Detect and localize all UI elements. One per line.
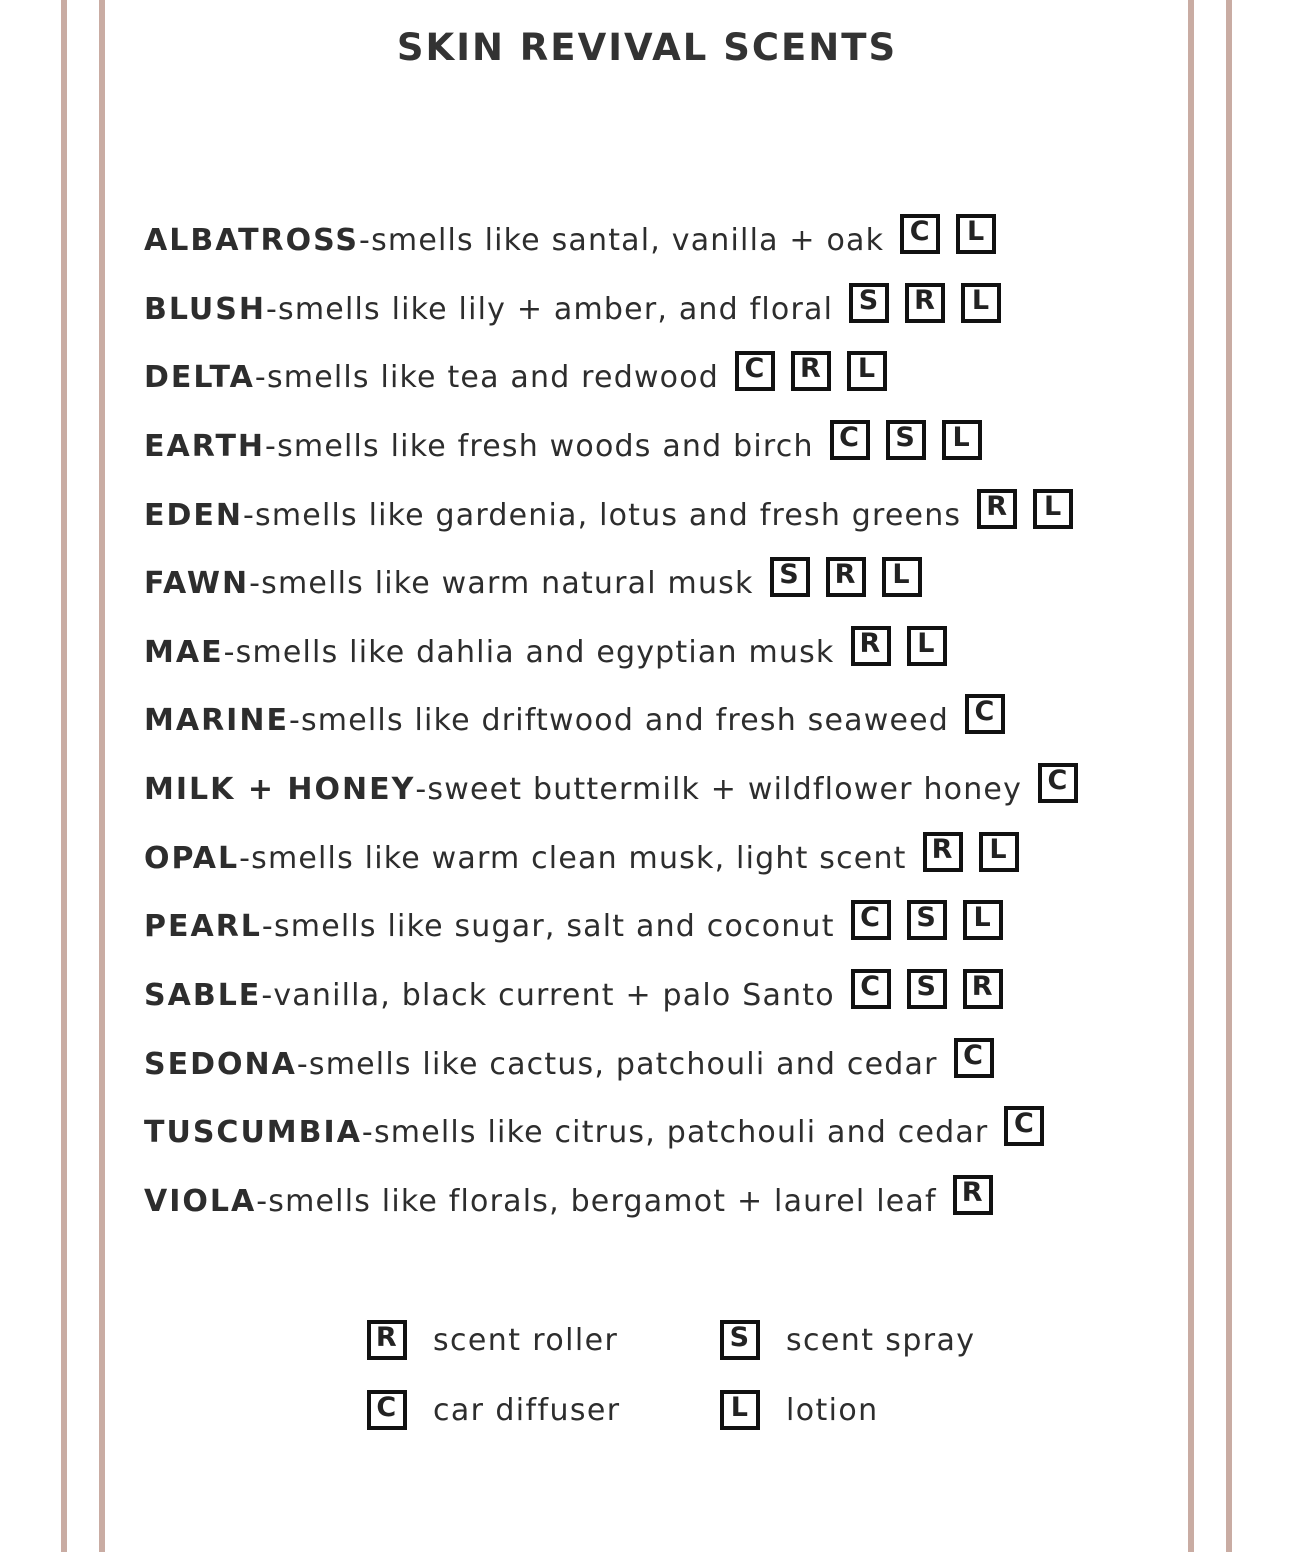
type-badges xyxy=(953,1175,993,1215)
type-badge-r: R xyxy=(905,283,945,323)
left-outer-rule xyxy=(61,0,67,1552)
type-badge-l: L xyxy=(847,351,887,391)
type-badge-s: S xyxy=(907,900,947,940)
legend-diffuser xyxy=(367,1390,620,1430)
type-badge-c: C xyxy=(851,900,891,940)
scent-item xyxy=(144,626,1184,678)
scent-item xyxy=(144,283,1184,335)
type-badge-l: L xyxy=(963,900,1003,940)
type-badge-l: L xyxy=(979,832,1019,872)
scent-description: sweet buttermilk + wildflower honey xyxy=(427,771,1023,807)
separator: - xyxy=(254,359,267,395)
type-badge-c: C xyxy=(965,694,1005,734)
type-badge-r: R xyxy=(851,626,891,666)
type-badges xyxy=(770,557,922,597)
type-badge-r: R xyxy=(953,1175,993,1215)
page-title: SKIN REVIVAL SCENTS xyxy=(396,26,898,69)
type-badges xyxy=(923,832,1019,872)
legend-label: car diffuser xyxy=(433,1392,621,1428)
scent-description: smells like dahlia and egyptian musk xyxy=(235,634,835,670)
type-badges xyxy=(849,283,1001,323)
scent-item xyxy=(144,969,1184,1021)
separator: - xyxy=(261,908,274,944)
scent-name: DELTA xyxy=(144,359,255,395)
type-badge-l: L xyxy=(882,557,922,597)
scent-item xyxy=(144,1175,1184,1227)
scent-item xyxy=(144,1106,1184,1158)
legend-label: scent spray xyxy=(786,1322,976,1358)
separator: - xyxy=(361,1114,374,1150)
right-outer-rule xyxy=(1226,0,1232,1552)
scent-name: EARTH xyxy=(144,428,266,464)
type-badges xyxy=(954,1038,994,1078)
roller-badge: R xyxy=(367,1320,407,1360)
type-badge-r: R xyxy=(791,351,831,391)
legend-spray xyxy=(720,1320,975,1360)
type-badge-c: C xyxy=(1004,1106,1044,1146)
separator: - xyxy=(415,771,428,807)
type-badges xyxy=(851,969,1003,1009)
type-badge-c: C xyxy=(735,351,775,391)
scent-description: smells like sugar, salt and coconut xyxy=(273,908,835,944)
scent-name: SABLE xyxy=(144,977,262,1013)
scent-description: smells like driftwood and fresh seaweed xyxy=(300,702,950,738)
type-badge-l: L xyxy=(961,283,1001,323)
scent-description: smells like fresh woods and birch xyxy=(277,428,814,464)
type-badge-c: C xyxy=(954,1038,994,1078)
scent-description: smells like florals, bergamot + laurel leaf xyxy=(268,1183,937,1219)
right-inner-rule xyxy=(1188,0,1194,1552)
type-badge-r: R xyxy=(826,557,866,597)
type-badge-s: S xyxy=(849,283,889,323)
type-badges xyxy=(735,351,887,391)
scent-description: smells like cactus, patchouli and cedar xyxy=(308,1046,938,1082)
type-badge-c: C xyxy=(900,214,940,254)
type-badge-s: S xyxy=(907,969,947,1009)
scent-item xyxy=(144,763,1184,815)
scent-item xyxy=(144,557,1184,609)
diffuser-badge: C xyxy=(367,1390,407,1430)
type-badge-l: L xyxy=(907,626,947,666)
scent-item xyxy=(144,900,1184,952)
scent-name: MAE xyxy=(144,634,224,670)
separator: - xyxy=(288,702,301,738)
scent-description: smells like santal, vanilla + oak xyxy=(371,222,885,258)
scent-item xyxy=(144,694,1184,746)
scent-name: ALBATROSS xyxy=(144,222,360,258)
legend-label: scent roller xyxy=(433,1322,619,1358)
spray-badge: S xyxy=(720,1320,760,1360)
scent-name: BLUSH xyxy=(144,291,266,327)
scent-item xyxy=(144,1038,1184,1090)
type-badges xyxy=(1038,763,1078,803)
scent-name: EDEN xyxy=(144,497,243,533)
scent-description: smells like tea and redwood xyxy=(266,359,720,395)
scent-name: OPAL xyxy=(144,840,240,876)
type-badge-r: R xyxy=(963,969,1003,1009)
left-inner-rule xyxy=(99,0,105,1552)
scent-name: MILK + HONEY xyxy=(144,771,416,807)
separator: - xyxy=(256,1183,269,1219)
type-badges xyxy=(977,489,1073,529)
legend-label: lotion xyxy=(786,1392,879,1428)
type-badge-c: C xyxy=(851,969,891,1009)
separator: - xyxy=(249,565,262,601)
scent-item xyxy=(144,832,1184,884)
scent-item xyxy=(144,489,1184,541)
scent-name: MARINE xyxy=(144,702,289,738)
separator: - xyxy=(265,428,278,464)
separator: - xyxy=(266,291,279,327)
scent-name: VIOLA xyxy=(144,1183,257,1219)
lotion-badge: L xyxy=(720,1390,760,1430)
scent-description: smells like lily + amber, and floral xyxy=(278,291,834,327)
legend-lotion xyxy=(720,1390,879,1430)
scent-name: PEARL xyxy=(144,908,262,944)
scent-description: smells like warm clean musk, light scent xyxy=(251,840,907,876)
separator: - xyxy=(296,1046,309,1082)
type-badge-r: R xyxy=(977,489,1017,529)
type-badges xyxy=(900,214,996,254)
separator: - xyxy=(243,497,256,533)
scent-description: smells like citrus, patchouli and cedar xyxy=(373,1114,989,1150)
type-badge-c: C xyxy=(830,420,870,460)
type-badge-c: C xyxy=(1038,763,1078,803)
type-badges xyxy=(965,694,1005,734)
type-badge-s: S xyxy=(770,557,810,597)
type-badge-l: L xyxy=(956,214,996,254)
scent-item xyxy=(144,420,1184,472)
type-badges xyxy=(1004,1106,1044,1146)
type-badges xyxy=(851,900,1003,940)
separator: - xyxy=(223,634,236,670)
scent-name: TUSCUMBIA xyxy=(144,1114,362,1150)
type-badges xyxy=(830,420,982,460)
scent-name: FAWN xyxy=(144,565,250,601)
legend-roller xyxy=(367,1320,618,1360)
separator: - xyxy=(359,222,372,258)
scent-item xyxy=(144,214,1184,266)
scent-description: smells like gardenia, lotus and fresh greens xyxy=(255,497,962,533)
type-badge-l: L xyxy=(942,420,982,460)
separator: - xyxy=(239,840,252,876)
scent-description: smells like warm natural musk xyxy=(261,565,754,601)
type-badge-s: S xyxy=(886,420,926,460)
type-badge-l: L xyxy=(1033,489,1073,529)
type-badges xyxy=(851,626,947,666)
scent-item xyxy=(144,351,1184,403)
scent-name: SEDONA xyxy=(144,1046,297,1082)
scent-description: vanilla, black current + palo Santo xyxy=(273,977,835,1013)
separator: - xyxy=(261,977,274,1013)
type-badge-r: R xyxy=(923,832,963,872)
